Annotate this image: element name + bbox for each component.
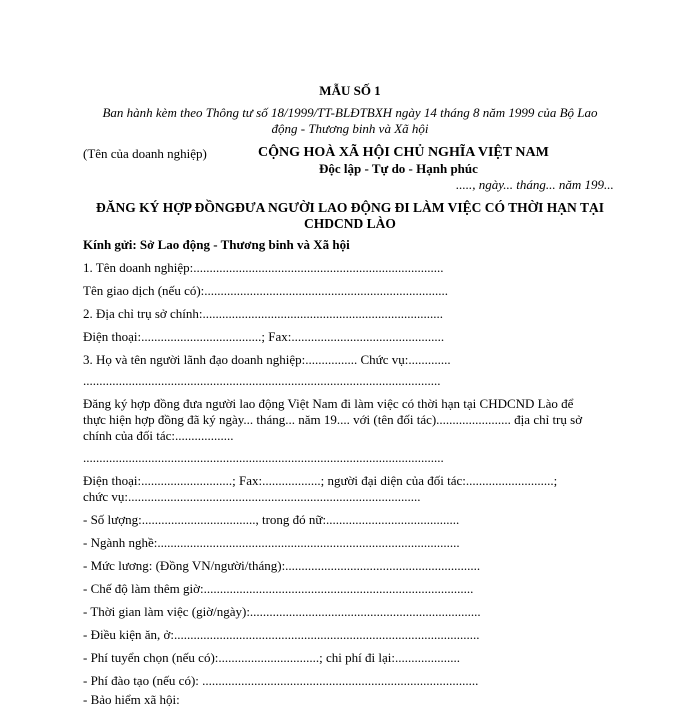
detail-living-conditions: - Điều kiện ăn, ở:.............................................................................................. <box>83 627 480 642</box>
address-field: 2. Địa chỉ trụ sở chính:.......................................................................... <box>83 306 444 321</box>
date-line: ....., ngày... tháng... năm 199... <box>456 177 614 192</box>
partner-contact-line-1: Điện thoại:............................; Fax:..................; người đại diện của đối tác:...........................; <box>83 473 558 488</box>
issued-note-line-2: động - Thương binh và Xã hội <box>271 121 429 136</box>
enterprise-name-label: (Tên của doanh nghiệp) <box>83 146 207 161</box>
recipient-line: Kính gửi: Sở Lao động - Thương binh và Xã hội <box>83 237 350 252</box>
form-number: MẪU SỐ 1 <box>319 83 381 98</box>
registration-line-3: chính của đối tác:.................. <box>83 428 234 443</box>
detail-quantity: - Số lượng:..................................., trong đó nữ:......................................... <box>83 512 460 527</box>
issued-note-line-1: Ban hành kèm theo Thông tư số 18/1999/TT-BLĐTBXH ngày 14 tháng 8 năm 1999 của Bộ Lao <box>102 105 598 120</box>
enterprise-name-field: 1. Tên doanh nghiệp:............................................................................. <box>83 260 444 275</box>
trade-name-field: Tên giao dịch (nếu có):........................................................................... <box>83 283 449 298</box>
registration-line-1: Đăng ký hợp đồng đưa người lao động Việt Nam đi làm việc có thời hạn tại CHDCND Lào để <box>83 396 574 411</box>
blank-line: .............................................................................................................. <box>83 373 441 388</box>
phone-fax-field: Điện thoại:.....................................; Fax:............................................... <box>83 329 445 344</box>
partner-contact-line-2: chức vụ:.......................................................................................... <box>83 489 421 504</box>
detail-training-fee: - Phí đào tạo (nếu có): ..................................................................................... <box>83 673 479 688</box>
detail-social-insurance: - Bảo hiểm xã hội: <box>83 692 180 707</box>
leader-field: 3. Họ và tên người lãnh đạo doanh nghiệp:................ Chức vụ:............. <box>83 352 451 367</box>
national-motto: Độc lập - Tự do - Hạnh phúc <box>319 161 478 176</box>
document-title-line-2: CHDCND LÀO <box>304 216 396 231</box>
registration-blank-line: ............................................................................................................... <box>83 450 444 465</box>
detail-overtime: - Chế độ làm thêm giờ:................................................................................... <box>83 581 474 596</box>
detail-occupation: - Ngành nghề:............................................................................................. <box>83 535 460 550</box>
registration-line-2: thực hiện hợp đồng đã ký ngày... tháng... năm 19.... với (tên đối tác)....................... địa chỉ trụ sở <box>83 412 583 427</box>
document-title-line-1: ĐĂNG KÝ HỢP ĐỒNGĐƯA NGƯỜI LAO ĐỘNG ĐI LÀM VIỆC CÓ THỜI HẠN TẠI <box>96 200 604 215</box>
country-name: CỘNG HOÀ XÃ HỘI CHỦ NGHĨA VIỆT NAM <box>258 145 549 160</box>
detail-working-hours: - Thời gian làm việc (giờ/ngày):....................................................................... <box>83 604 481 619</box>
detail-salary: - Mức lương: (Đồng VN/người/tháng):............................................................ <box>83 558 481 573</box>
detail-selection-fee: - Phí tuyển chọn (nếu có):...............................; chi phí đi lại:.................... <box>83 650 460 665</box>
